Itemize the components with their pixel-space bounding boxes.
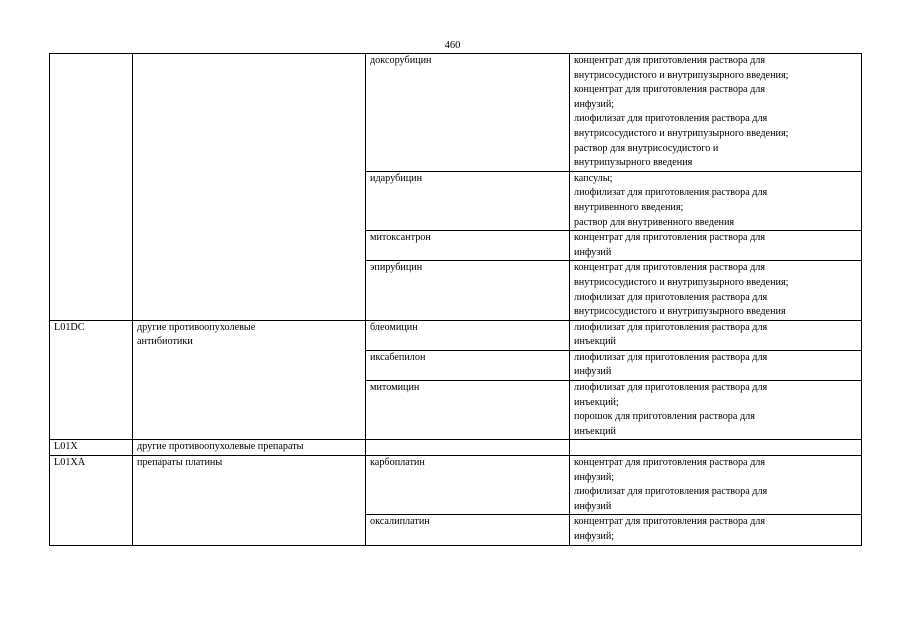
dosage-forms: концентрат для приготовления раствора для инфузий; [570, 515, 862, 545]
table-row [50, 320, 862, 350]
drug-name-empty [366, 440, 570, 456]
dosage-forms: лиофилизат для приготовления раствора для инъекций; порошок для приготовления раствора для инъекций [570, 381, 862, 440]
page-number: 460 [444, 40, 461, 51]
dosage-forms: капсулы; лиофилизат для приготовления раствора для внутривенного введения; раствор для внутривенного введения [570, 171, 862, 230]
atc-code: L01DC [50, 320, 133, 440]
dosage-forms-empty [570, 440, 862, 456]
dosage-forms: лиофилизат для приготовления раствора для инъекций [570, 320, 862, 350]
atc-code-cell [50, 54, 133, 321]
atc-code: L01X [50, 440, 133, 456]
dosage-forms: лиофилизат для приготовления раствора для инфузий [570, 350, 862, 380]
drug-name: митомицин [366, 381, 570, 440]
medication-table [49, 53, 862, 546]
group-name: препараты платины [133, 456, 366, 546]
group-name: другие противоопухолевые антибиотики [133, 320, 366, 440]
drug-name: эпирубицин [366, 261, 570, 320]
table-row [50, 456, 862, 515]
dosage-forms: концентрат для приготовления раствора для инфузий; лиофилизат для приготовления раствора для инфузий [570, 456, 862, 515]
table-row [50, 440, 862, 456]
dosage-forms: концентрат для приготовления раствора для инфузий [570, 231, 862, 261]
dosage-forms: концентрат для приготовления раствора для внутрисосудистого и внутрипузырного введения; лиофилизат для приготовления раствора для внутрисосудистого и внутрипузырного введения [570, 261, 862, 320]
drug-name: идарубицин [366, 171, 570, 230]
drug-name: оксалиплатин [366, 515, 570, 545]
table-row [50, 54, 862, 172]
drug-name: карбоплатин [366, 456, 570, 515]
drug-name: блеомицин [366, 320, 570, 350]
drug-name: доксорубицин [366, 54, 570, 172]
group-name-cell [133, 54, 366, 321]
dosage-forms: концентрат для приготовления раствора для внутрисосудистого и внутрипузырного введения; концентрат для приготовления раствора для инфузий; лиофилизат для приготовления раствора для внутрисосудистого и внутрипузырного введения; раствор для внутрисосудистого и внутрипузырного введения [570, 54, 862, 172]
atc-code: L01XA [50, 456, 133, 546]
drug-name: иксабепилон [366, 350, 570, 380]
drug-name: митоксантрон [366, 231, 570, 261]
group-name: другие противоопухолевые препараты [133, 440, 366, 456]
